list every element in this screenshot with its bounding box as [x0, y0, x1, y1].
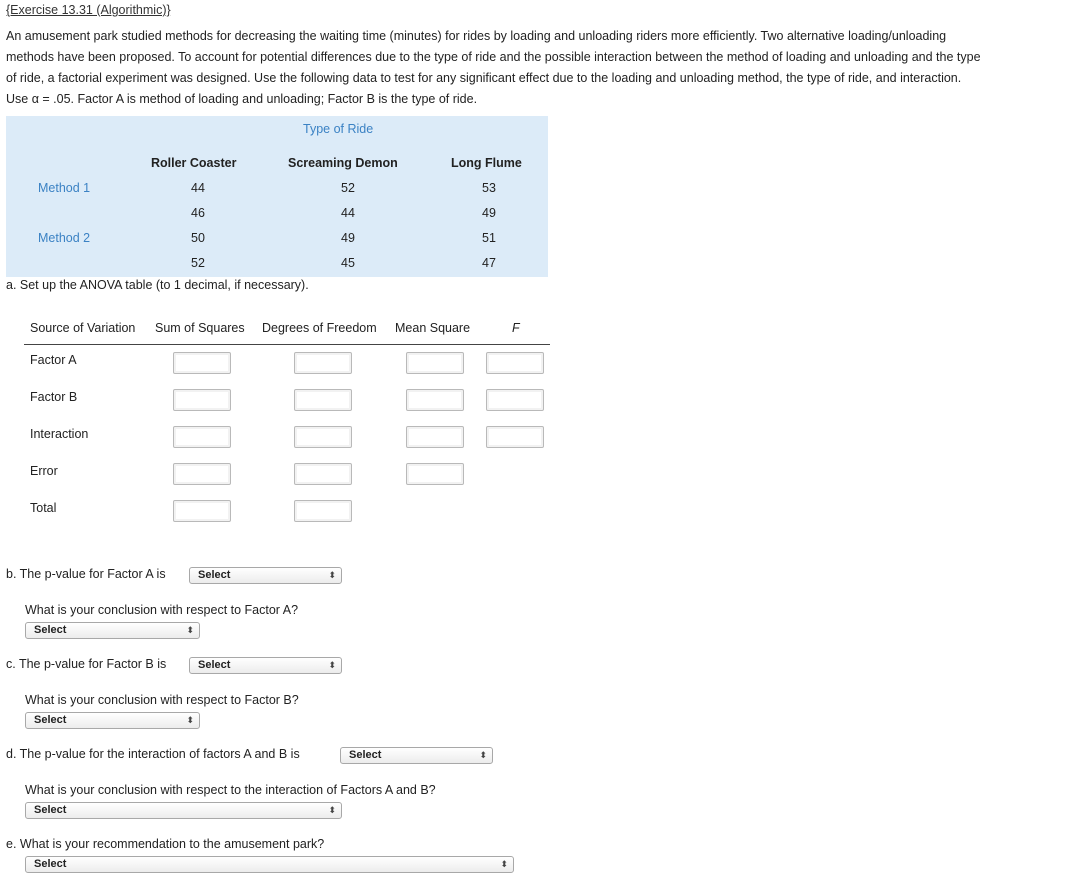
table-cell: 45	[341, 256, 355, 270]
interaction-ms-input[interactable]	[406, 426, 464, 448]
anova-header-f: F	[512, 321, 520, 335]
factor-b-df-input[interactable]	[294, 389, 352, 411]
anova-row-label-factor-a: Factor A	[30, 353, 77, 367]
error-ss-input[interactable]	[173, 463, 231, 485]
interaction-pvalue-select[interactable]	[340, 747, 493, 764]
factor-a-ss-input[interactable]	[173, 352, 231, 374]
error-df-input[interactable]	[294, 463, 352, 485]
select-label: Select	[34, 624, 67, 636]
part-e-prompt: e. What is your recommendation to the amusement park?	[6, 837, 325, 851]
part-b-prompt: b. The p-value for Factor A is	[6, 567, 166, 581]
recommendation-select[interactable]	[25, 856, 514, 873]
column-header-roller-coaster: Roller Coaster	[151, 156, 237, 170]
part-c-prompt: c. The p-value for Factor B is	[6, 657, 167, 671]
part-d-conclusion-prompt: What is your conclusion with respect to the interaction of Factors A and B?	[25, 783, 436, 797]
select-label: Select	[34, 804, 67, 816]
table-cell: 52	[191, 256, 205, 270]
anova-header-ms: Mean Square	[395, 321, 471, 335]
row-label-method-1: Method 1	[38, 181, 91, 195]
interaction-ss-input[interactable]	[173, 426, 231, 448]
anova-header-ss: Sum of Squares	[155, 321, 245, 335]
select-label: Select	[34, 714, 67, 726]
table-cell: 44	[191, 181, 205, 195]
table-cell: 46	[191, 206, 205, 220]
table-cell: 49	[482, 206, 496, 220]
select-label: Select	[349, 749, 382, 761]
total-df-input[interactable]	[294, 500, 352, 522]
intro-line-4: Use α = .05. Factor A is method of loading and unloading; Factor B is the type of ride.	[6, 92, 478, 106]
table-cell: 49	[341, 231, 355, 245]
anova-row-label-interaction: Interaction	[30, 427, 89, 441]
select-label: Select	[198, 569, 231, 581]
table-cell: 47	[482, 256, 496, 270]
select-arrows-icon: ⬍	[479, 750, 487, 760]
part-b-conclusion-prompt: What is your conclusion with respect to Factor A?	[25, 603, 299, 617]
factor-b-ss-input[interactable]	[173, 389, 231, 411]
anova-header-divider	[24, 344, 550, 345]
select-label: Select	[198, 659, 231, 671]
row-label-method-2: Method 2	[38, 231, 91, 245]
part-c-conclusion-prompt: What is your conclusion with respect to Factor B?	[25, 693, 299, 707]
anova-row-label-error: Error	[30, 464, 58, 478]
column-header-long-flume: Long Flume	[451, 156, 522, 170]
table-cell: 53	[482, 181, 496, 195]
intro-line-1: An amusement park studied methods for decreasing the waiting time (minutes) for rides by loading and unloading riders more efficiently. Two alternative loading/unloading	[6, 29, 947, 43]
factor-b-conclusion-select[interactable]	[25, 712, 200, 729]
interaction-df-input[interactable]	[294, 426, 352, 448]
exercise-title[interactable]: {Exercise 13.31 (Algorithmic)}	[6, 3, 171, 17]
intro-line-3: of ride, a factorial experiment was designed. Use the following data to test for any significant effect due to the loading and unloading method, the type of ride, and interaction.	[6, 71, 962, 85]
factor-b-ms-input[interactable]	[406, 389, 464, 411]
factor-b-f-input[interactable]	[486, 389, 544, 411]
table-cell: 51	[482, 231, 496, 245]
ride-data-table	[6, 116, 548, 277]
table-cell: 52	[341, 181, 355, 195]
factor-a-conclusion-select[interactable]	[25, 622, 200, 639]
select-arrows-icon: ⬍	[500, 859, 508, 869]
table-caption: Type of Ride	[303, 122, 374, 136]
anova-header-source: Source of Variation	[30, 321, 136, 335]
column-header-screaming-demon: Screaming Demon	[288, 156, 398, 170]
problem-statement	[6, 26, 1086, 110]
select-arrows-icon: ⬍	[186, 715, 194, 725]
intro-line-2: methods have been proposed. To account for potential differences due to the type of ride and the possible interaction between the method of loading and unloading and the type	[6, 50, 981, 64]
anova-header-df: Degrees of Freedom	[262, 321, 377, 335]
table-cell: 44	[341, 206, 355, 220]
factor-a-df-input[interactable]	[294, 352, 352, 374]
anova-row-label-total: Total	[30, 501, 57, 515]
select-arrows-icon: ⬍	[186, 625, 194, 635]
interaction-conclusion-select[interactable]	[25, 802, 342, 819]
select-arrows-icon: ⬍	[328, 570, 336, 580]
factor-b-pvalue-select[interactable]	[189, 657, 342, 674]
factor-a-f-input[interactable]	[486, 352, 544, 374]
select-arrows-icon: ⬍	[328, 805, 336, 815]
select-arrows-icon: ⬍	[328, 660, 336, 670]
part-d-prompt: d. The p-value for the interaction of factors A and B is	[6, 747, 300, 761]
anova-row-label-factor-b: Factor B	[30, 390, 78, 404]
factor-a-ms-input[interactable]	[406, 352, 464, 374]
select-label: Select	[34, 858, 67, 870]
part-a-prompt: a. Set up the ANOVA table (to 1 decimal, if necessary).	[6, 278, 309, 292]
interaction-f-input[interactable]	[486, 426, 544, 448]
error-ms-input[interactable]	[406, 463, 464, 485]
table-cell: 50	[191, 231, 205, 245]
total-ss-input[interactable]	[173, 500, 231, 522]
factor-a-pvalue-select[interactable]	[189, 567, 342, 584]
